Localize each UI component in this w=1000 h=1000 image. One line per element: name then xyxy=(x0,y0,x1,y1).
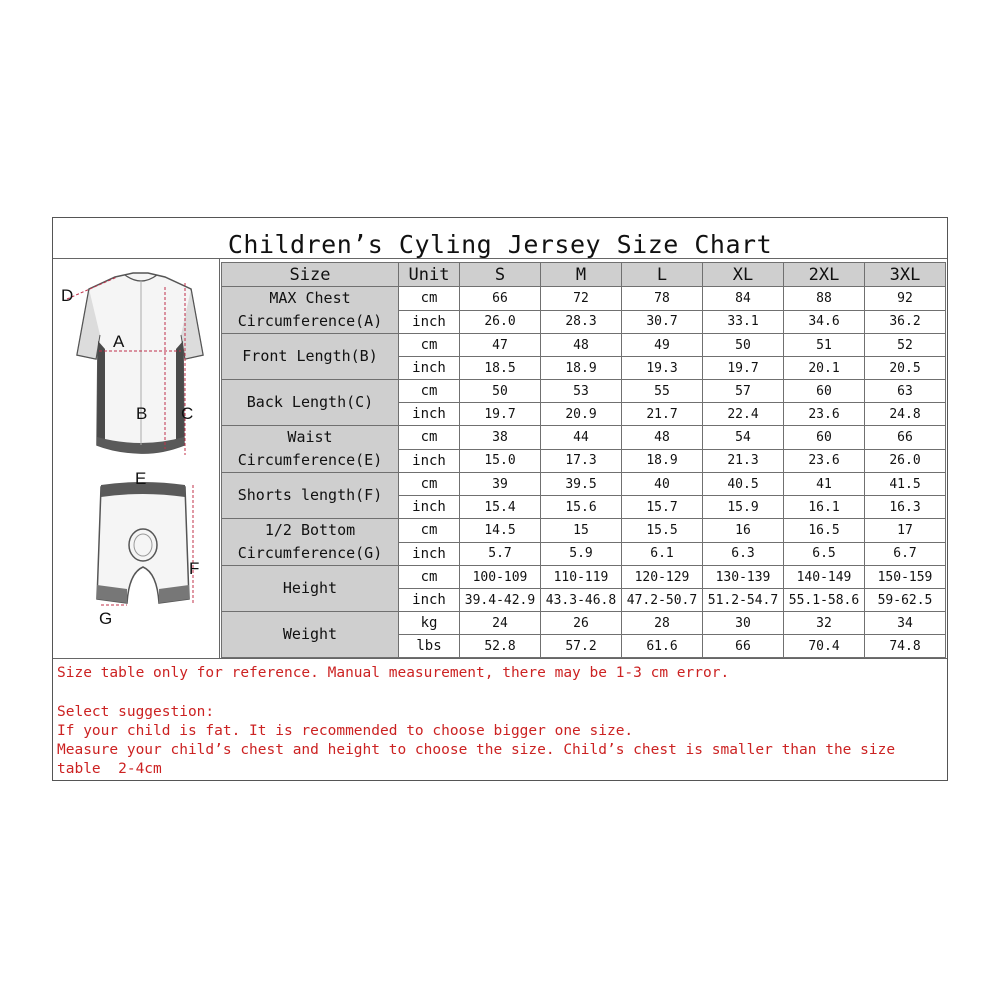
header-size-3xl: 3XL xyxy=(865,263,946,287)
value-cell: 15.4 xyxy=(460,496,541,519)
value-cell: 34 xyxy=(865,612,946,635)
measurement-name-line: Circumference(E) xyxy=(237,451,383,469)
chart-title: Children’s Cyling Jersey Size Chart xyxy=(227,230,773,259)
table-row xyxy=(222,287,946,311)
value-cell: 18.5 xyxy=(460,357,541,380)
value-cell: 88 xyxy=(784,287,865,311)
measurement-name xyxy=(222,566,399,612)
value-cell: 24.8 xyxy=(865,403,946,426)
value-cell: 6.3 xyxy=(703,542,784,566)
unit-cell: inch xyxy=(399,496,460,519)
measurement-name-line: MAX Chest xyxy=(269,289,351,307)
value-cell: 21.3 xyxy=(703,449,784,473)
unit-cell: cm xyxy=(399,426,460,450)
value-cell: 60 xyxy=(784,426,865,450)
value-cell: 52.8 xyxy=(460,635,541,658)
value-cell: 110-119 xyxy=(541,566,622,589)
value-cell: 49 xyxy=(622,334,703,357)
measurement-name-line: Shorts length(F) xyxy=(237,486,383,504)
label-g: G xyxy=(99,609,113,628)
unit-cell: cm xyxy=(399,473,460,496)
measurement-name xyxy=(222,380,399,426)
value-cell: 50 xyxy=(703,334,784,357)
unit-cell: lbs xyxy=(399,635,460,658)
value-cell: 40 xyxy=(622,473,703,496)
measurement-name-line: Circumference(G) xyxy=(237,544,383,562)
label-a: A xyxy=(113,332,125,351)
value-cell: 33.1 xyxy=(703,310,784,334)
value-cell: 6.1 xyxy=(622,542,703,566)
value-cell: 55.1-58.6 xyxy=(784,589,865,612)
unit-cell: kg xyxy=(399,612,460,635)
value-cell: 18.9 xyxy=(622,449,703,473)
unit-cell: inch xyxy=(399,449,460,473)
value-cell: 15.6 xyxy=(541,496,622,519)
measurement-name xyxy=(222,426,399,473)
measurement-name xyxy=(222,287,399,334)
measurement-name-line: Circumference(A) xyxy=(237,312,383,330)
value-cell: 66 xyxy=(865,426,946,450)
table-row xyxy=(222,380,946,403)
label-d: D xyxy=(61,286,74,305)
value-cell: 20.9 xyxy=(541,403,622,426)
value-cell: 47.2-50.7 xyxy=(622,589,703,612)
value-cell: 43.3-46.8 xyxy=(541,589,622,612)
value-cell: 16 xyxy=(703,519,784,543)
table-row xyxy=(222,426,946,450)
value-cell: 26.0 xyxy=(460,310,541,334)
value-cell: 41 xyxy=(784,473,865,496)
value-cell: 36.2 xyxy=(865,310,946,334)
shorts-illustration xyxy=(97,482,193,605)
value-cell: 26 xyxy=(541,612,622,635)
value-cell: 5.7 xyxy=(460,542,541,566)
value-cell: 50 xyxy=(460,380,541,403)
value-cell: 23.6 xyxy=(784,403,865,426)
label-c: C xyxy=(181,404,194,423)
measurement-name-line: Waist xyxy=(287,428,333,446)
measurement-illustration xyxy=(53,259,220,658)
size-chart-panel xyxy=(52,217,948,781)
value-cell: 19.7 xyxy=(703,357,784,380)
value-cell: 52 xyxy=(865,334,946,357)
value-cell: 5.9 xyxy=(541,542,622,566)
value-cell: 84 xyxy=(703,287,784,311)
value-cell: 15.5 xyxy=(622,519,703,543)
value-cell: 40.5 xyxy=(703,473,784,496)
header-size: Size xyxy=(222,263,399,287)
value-cell: 57.2 xyxy=(541,635,622,658)
suggestion-heading: Select suggestion: xyxy=(57,704,215,720)
value-cell: 6.7 xyxy=(865,542,946,566)
value-cell: 19.7 xyxy=(460,403,541,426)
value-cell: 21.7 xyxy=(622,403,703,426)
value-cell: 66 xyxy=(703,635,784,658)
value-cell: 55 xyxy=(622,380,703,403)
value-cell: 54 xyxy=(703,426,784,450)
value-cell: 63 xyxy=(865,380,946,403)
value-cell: 74.8 xyxy=(865,635,946,658)
unit-cell: inch xyxy=(399,589,460,612)
value-cell: 72 xyxy=(541,287,622,311)
value-cell: 17 xyxy=(865,519,946,543)
value-cell: 48 xyxy=(541,334,622,357)
value-cell: 92 xyxy=(865,287,946,311)
value-cell: 47 xyxy=(460,334,541,357)
label-f: F xyxy=(189,559,200,578)
table-row xyxy=(222,473,946,496)
measurement-name xyxy=(222,612,399,658)
value-cell: 16.1 xyxy=(784,496,865,519)
value-cell: 23.6 xyxy=(784,449,865,473)
unit-cell: inch xyxy=(399,542,460,566)
value-cell: 39.5 xyxy=(541,473,622,496)
value-cell: 6.5 xyxy=(784,542,865,566)
table-row xyxy=(222,566,946,589)
unit-cell: cm xyxy=(399,566,460,589)
garment-diagram xyxy=(53,259,219,658)
value-cell: 18.9 xyxy=(541,357,622,380)
value-cell: 15 xyxy=(541,519,622,543)
header-size-s: S xyxy=(460,263,541,287)
value-cell: 140-149 xyxy=(784,566,865,589)
value-cell: 15.0 xyxy=(460,449,541,473)
value-cell: 30 xyxy=(703,612,784,635)
value-cell: 51.2-54.7 xyxy=(703,589,784,612)
value-cell: 14.5 xyxy=(460,519,541,543)
value-cell: 61.6 xyxy=(622,635,703,658)
value-cell: 57 xyxy=(703,380,784,403)
value-cell: 15.9 xyxy=(703,496,784,519)
unit-cell: cm xyxy=(399,380,460,403)
label-e: E xyxy=(135,469,147,488)
measurement-name xyxy=(222,519,399,566)
measurement-name xyxy=(222,473,399,519)
divider xyxy=(53,658,947,659)
header-unit: Unit xyxy=(399,263,460,287)
jersey-illustration xyxy=(67,273,203,455)
suggestion-line: If your child is fat. It is recommended to choose bigger one size. xyxy=(57,723,634,739)
value-cell: 39 xyxy=(460,473,541,496)
value-cell: 48 xyxy=(622,426,703,450)
header-size-2xl: 2XL xyxy=(784,263,865,287)
measurement-name-line: Back Length(C) xyxy=(246,393,374,411)
suggestion-line: table 2-4cm xyxy=(57,761,162,777)
value-cell: 59-62.5 xyxy=(865,589,946,612)
table-row xyxy=(222,612,946,635)
value-cell: 100-109 xyxy=(460,566,541,589)
value-cell: 16.5 xyxy=(784,519,865,543)
measurement-name-line: Front Length(B) xyxy=(242,347,378,365)
value-cell: 28 xyxy=(622,612,703,635)
value-cell: 16.3 xyxy=(865,496,946,519)
reference-note: Size table only for reference. Manual measurement, there may be 1-3 cm error. xyxy=(57,665,730,681)
value-cell: 15.7 xyxy=(622,496,703,519)
value-cell: 26.0 xyxy=(865,449,946,473)
value-cell: 51 xyxy=(784,334,865,357)
measurement-name-line: 1/2 Bottom xyxy=(264,521,356,539)
unit-cell: inch xyxy=(399,403,460,426)
value-cell: 20.5 xyxy=(865,357,946,380)
measurement-name-line: Weight xyxy=(282,625,338,643)
measurement-name-line: Height xyxy=(282,579,338,597)
table-header-row xyxy=(222,263,946,287)
header-size-l: L xyxy=(622,263,703,287)
value-cell: 78 xyxy=(622,287,703,311)
value-cell: 28.3 xyxy=(541,310,622,334)
value-cell: 38 xyxy=(460,426,541,450)
value-cell: 120-129 xyxy=(622,566,703,589)
value-cell: 19.3 xyxy=(622,357,703,380)
unit-cell: inch xyxy=(399,310,460,334)
value-cell: 60 xyxy=(784,380,865,403)
value-cell: 22.4 xyxy=(703,403,784,426)
unit-cell: cm xyxy=(399,287,460,311)
header-size-xl: XL xyxy=(703,263,784,287)
value-cell: 20.1 xyxy=(784,357,865,380)
table-row xyxy=(222,334,946,357)
suggestion-line: Measure your child’s chest and height to choose the size. Child’s chest is smaller than the size xyxy=(57,742,896,758)
measurement-name xyxy=(222,334,399,380)
value-cell: 17.3 xyxy=(541,449,622,473)
unit-cell: inch xyxy=(399,357,460,380)
unit-cell: cm xyxy=(399,334,460,357)
value-cell: 150-159 xyxy=(865,566,946,589)
value-cell: 70.4 xyxy=(784,635,865,658)
value-cell: 41.5 xyxy=(865,473,946,496)
value-cell: 53 xyxy=(541,380,622,403)
value-cell: 24 xyxy=(460,612,541,635)
unit-cell: cm xyxy=(399,519,460,543)
value-cell: 44 xyxy=(541,426,622,450)
label-b: B xyxy=(136,404,148,423)
header-size-m: M xyxy=(541,263,622,287)
table-row xyxy=(222,519,946,543)
value-cell: 32 xyxy=(784,612,865,635)
size-table xyxy=(221,262,946,658)
table-body xyxy=(222,263,946,658)
value-cell: 30.7 xyxy=(622,310,703,334)
value-cell: 66 xyxy=(460,287,541,311)
value-cell: 39.4-42.9 xyxy=(460,589,541,612)
value-cell: 34.6 xyxy=(784,310,865,334)
value-cell: 130-139 xyxy=(703,566,784,589)
